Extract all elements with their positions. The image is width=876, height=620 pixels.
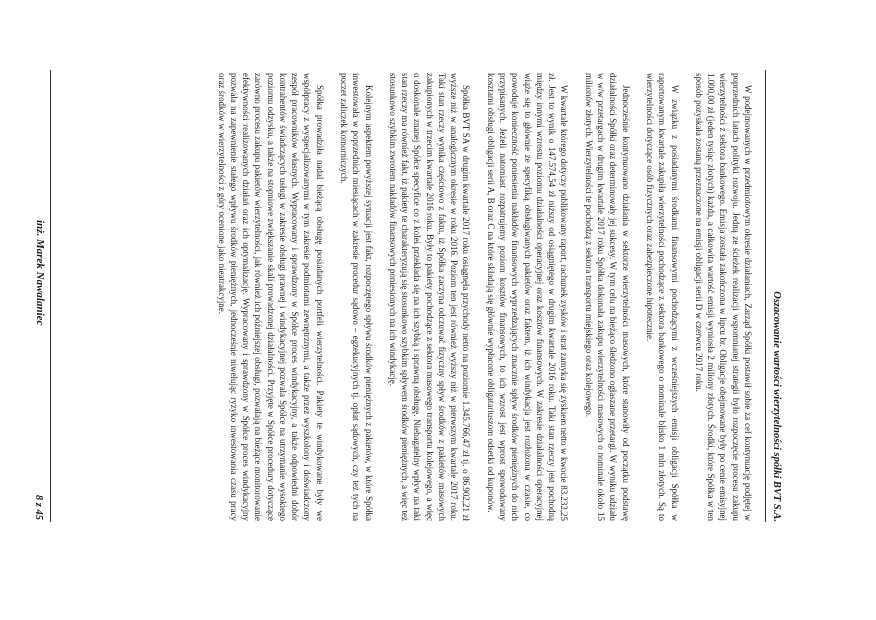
paragraph: Spółka BVT SA w drugim kwartale 2017 roku osiągnęła przychody netto na poziomie 1.345.766,47 zł tj. o 86.902,21 zł wyższe niż w analogicznym okresie w roku 2016. Poziom ten jest również wyższy niż w pierwszym kwartale 2017 roku. Taki stan rzeczy wynika częściowo z faktu, iż Spółka zaczyna odczuwać fizyczny spływ środków z pakietów masowych zakupionych w trzecim kwartale 2016 roku. Były to pakiety pochodzące z sektora masowego transportu kolejowego, a więc o doskonale znanej Spółce specyfice co z kolei przekłada się na ich szybką i sprawną obsługę. Niebagatelny wpływ na taki stan rzeczy ma również fakt, iż pakiety te charakteryzują się stosunkowo szybkim spływem środków pieniężnych, a więc też stosunkowo szybkim zwrotem nakładów finansowych poniesionych na ich windykację. [388, 73, 472, 521]
paragraph: W podejmowanych w przedmiotowym okresie działaniach, Zarząd Spółki postawił sobie za cel kontynuację podjętej w poprzednich latach polityki rozwoju. Jedną ze ścieżek realizacji wspomnianej strategii było rozpoczęcie procesu zakupu wierzytelności z sektora bankowego. Emisja została zakończona w lipcu br. Obligacje obejmowane były po cenie emisyjnej 1.000,00 zł (jeden tysiąc złotych) każda, a całkowita wartość emisji wyniosła 2 miliony złotych. Środki, które Spółka w ten sposób pozyskała zostaną przeznaczone na emisji obligacji serii D w czerwcu 2017 roku. [694, 73, 753, 521]
paragraph: Jednocześnie kontynuowano działania w sektorze wierzytelności masowych, które stanowiły od początku podstawę działalności Spółki oraz determinowały jej sukcesy. W tym celu na bieżąco śledzono ogłaszane przetargi. W wyniku udziału w w/w przetargach w drugim kwartale 2017 roku Spółka dokonała zakupu wierzytelności masowych o nominale około 15 milionów złotych. Wierzytelności te pochodzą z sektora transportu miejskiego oraz kolejowego. [583, 73, 631, 521]
footer-divider [50, 70, 51, 522]
header-divider [765, 70, 766, 522]
document-body [216, 73, 754, 521]
paragraph: Spółka prowadziła nadal bieżącą obsługę posiadanych portfeli wierzytelności. Pakiety te windykowane były we współpracy z wyspecjalizowanymi w tym zakresie podmiotami zewnętrznymi, a także przez wyszkolony i doświadczony zespół pracowników własnych. Wypracowany i sprawdzony w Spółce proces windykacyjny, a także odpowiedni dobór kontrahentów świadczących usługi w zakresie obsługi prawnej i windykacyjnej pozwala Spółce na utrzymanie wysokiego poziomu odzysku, a także na stopniowe zwiększanie skali prowadzonej działalności. Przyjęte w Spółce procedury dotyczące zarówno procesu zakupu pakietów wierzytelności, jak również ich późniejszej obsługi, pozwalają na bieżące monitorowanie efektywności realizowanych działań oraz ich optymalizację. Wypracowany i sprawdzony w Spółce proces windykacyjny pozwala na zapewnienie stałego wpływu środków pieniężnych, jednocześnie niwelując ryzyko inwestowania czasu pracy oraz środków w wierzytelności z góry ocenione jako nieatrakcyjne. [216, 73, 325, 521]
footer-author: inż. Marek Nawalaniec [34, 220, 46, 326]
paragraph: W kwartale którego dotyczy publikowany raport, rachunek zysków i strat zamyka się zyskiem netto w kwocie 83.232,25 zł. Jest to wynik o 147.574,54 zł niższy od osiągniętego w drugim kwartale 2016 roku. Taki stan rzeczy jest pochodną między innymi wzrostu poziomu działalności operacyjnej oraz kosztów finansowych. W zakresie działalności operacyjnej wiąże się to głównie ze specyfiką obsługiwanych pakietów oraz faktem, iż ich windykacja jest rozłożona w czasie, co powoduje konieczność poniesienia nakładów finansowych wyprzedzających znacznie spływ środków pieniężnych do nich przypisanych. Jeżeli natomiast rozpatrujemy poziom kosztów finansowych, to ich wzrost jest wprost spowodowany kosztami obsługi obligacji serii A, B oraz C na które składają się głównie wypłacone obligatariuszom odsetki od kuponów. [485, 73, 570, 521]
page-header [766, 70, 784, 522]
page-number: 8 z 45 [33, 494, 44, 520]
paragraph: W związku z posiadanymi środkami finansowymi pochodzącymi z wcześniejszych emisji obligacji Spółka w raportowanym kwartale zakupiła wierzytelności pochodzące z sektora bankowego o nominale blisko 1 mln złotych. Są to wierzytelności dotyczące osób fizycznych oraz zabezpieczone hipotecznie. [645, 73, 680, 521]
header-title: Oszacowanie wartości wierzytelności spółki BVT S.A. [771, 291, 782, 522]
paragraph: Kolejnym aspektem powyższej sytuacji jest fakt, rozpoczętego spływu środków pieniężnych z pakietów, w które Spółka inwestowała w poprzednich miesiącach w zakresie procedur sądowo – egzekucyjnych tj. opłat sądowych, czy też tych na poczet zaliczek komorniczych. [339, 73, 374, 521]
